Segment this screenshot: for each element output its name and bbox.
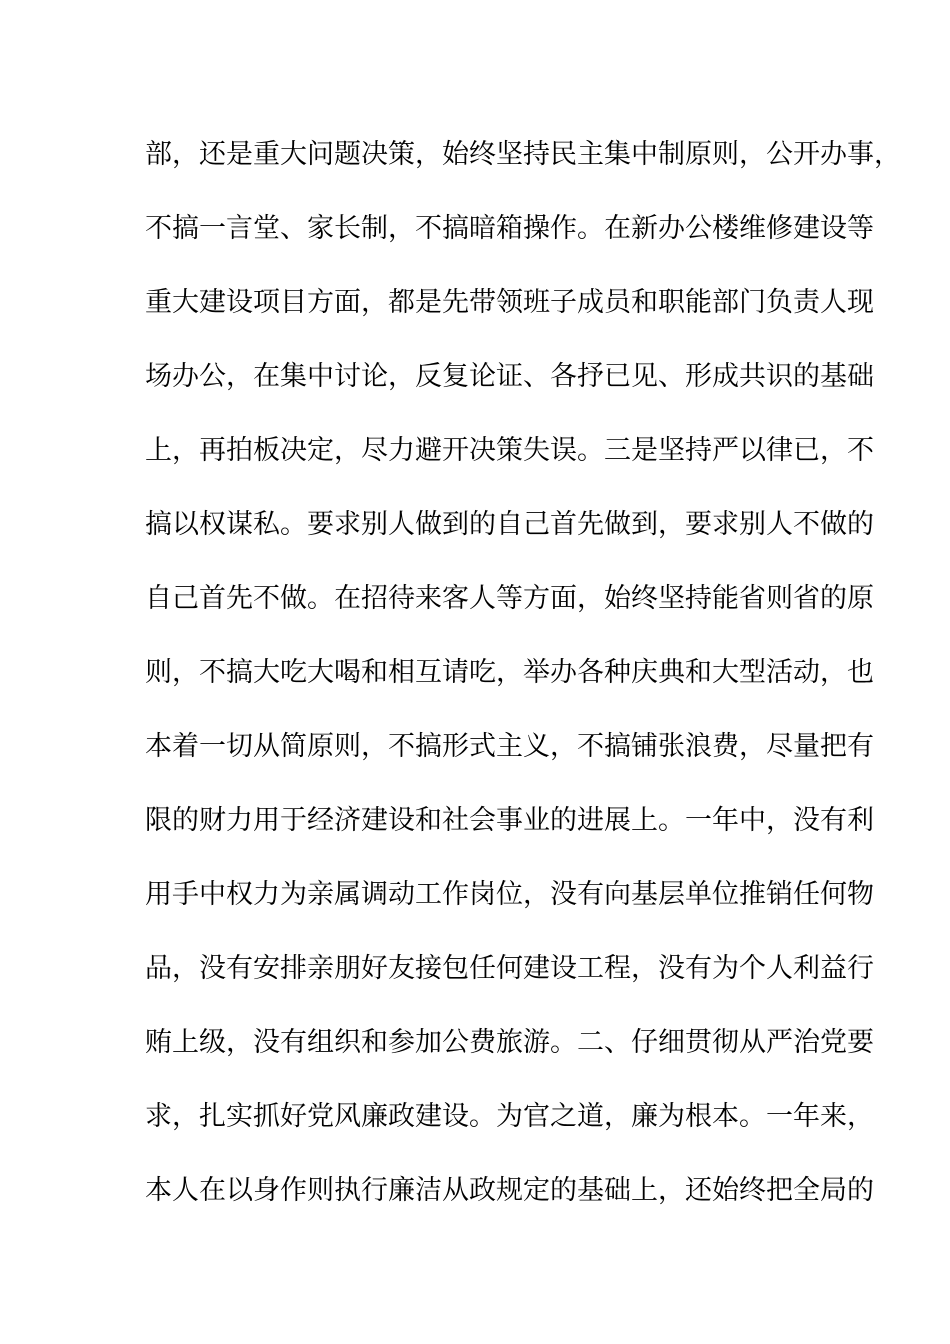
text-line: 不搞一言堂、家长制，不搞暗箱操作。在新办公楼维修建设等	[145, 213, 874, 244]
text-line: 则，不搞大吃大喝和相互请吃，举办各种庆典和大型活动，也	[145, 657, 874, 688]
text-line: 品，没有安排亲朋好友接包任何建设工程，没有为个人利益行	[145, 953, 874, 984]
text-line: 自己首先不做。在招待来客人等方面，始终坚持能省则省的原	[145, 583, 874, 614]
text-line: 求，扎实抓好党风廉政建设。为官之道，廉为根本。一年来，	[145, 1101, 874, 1132]
text-line: 重大建设项目方面，都是先带领班子成员和职能部门负责人现	[145, 287, 874, 318]
text-line: 部，还是重大问题决策，始终坚持民主集中制原则，公开办事，	[145, 139, 901, 170]
text-line: 本着一切从简原则，不搞形式主义，不搞铺张浪费，尽量把有	[145, 731, 874, 762]
text-line: 搞以权谋私。要求别人做到的自己首先做到，要求别人不做的	[145, 509, 874, 540]
text-line: 场办公，在集中讨论，反复论证、各抒已见、形成共识的基础	[145, 361, 874, 392]
text-line: 贿上级，没有组织和参加公费旅游。二、仔细贯彻从严治党要	[145, 1027, 874, 1058]
text-line: 上，再拍板决定，尽力避开决策失误。三是坚持严以律已，不	[145, 435, 874, 466]
text-line: 本人在以身作则执行廉洁从政规定的基础上，还始终把全局的	[145, 1175, 874, 1206]
body-text	[145, 130, 901, 1240]
text-line: 限的财力用于经济建设和社会事业的进展上。一年中，没有利	[145, 805, 874, 836]
text-line: 用手中权力为亲属调动工作岗位，没有向基层单位推销任何物	[145, 879, 874, 910]
